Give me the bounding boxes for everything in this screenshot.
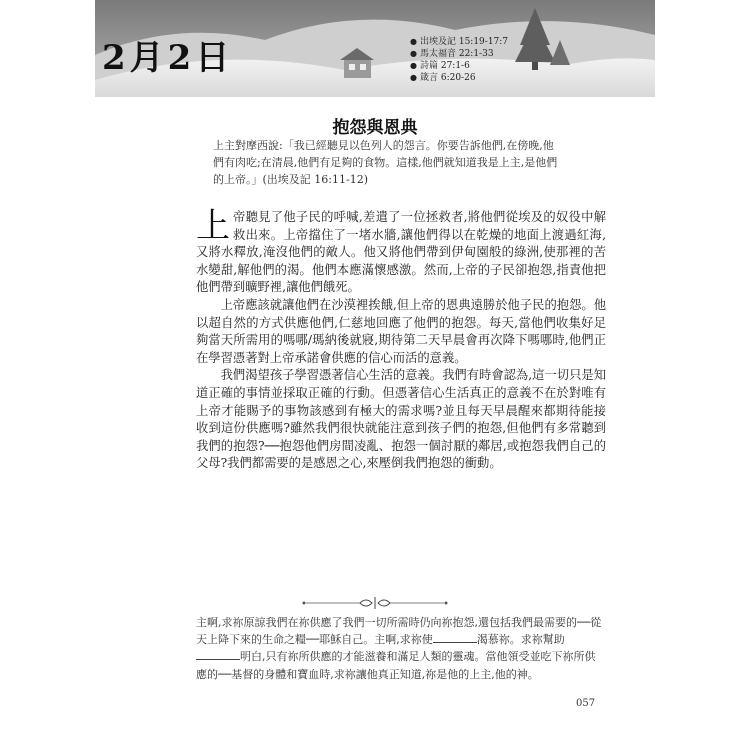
body-paragraph: 我們渴望孩子學習憑著信心生活的意義。我們有時會認為,這一切只是知道正確的事情並採取正確的行動。但憑著信心生活真正的意義不在於對唯有上帝才能賜予的事物該感到有極大的需求嗎?並且每天早晨醒來都期待能接收到這份供應嗎?雖然我們很快就能注意到孩子們的抱怨,但他們有多常聽到我們的抱怨?──抱怨他們房間凌亂、抱怨一個討厭的鄰居,或抱怨我們自己的父母?我們都需要的是感恩之心,來壓倒我們抱怨的衝動。 <box>196 368 606 471</box>
bullet-icon: ● <box>410 37 417 46</box>
reading-references <box>410 36 508 84</box>
reference-item: ● 出埃及記 15:19-17:7 <box>410 37 509 47</box>
name-blank-line <box>196 649 240 660</box>
reference-item: ● 詩篇 27:1-6 <box>410 61 470 71</box>
bullet-icon: ● <box>410 61 417 70</box>
body-paragraph: 上帝聽見了他子民的呼喊,差遣了一位拯救者,將他們從埃及的奴役中解救出來。上帝擋住了一堵水牆,讓他們得以在乾燥的地面上渡過紅海,又將水釋放,淹沒他們的敵人。他又將他們帶到伊甸園般的綠洲,使那裡的苦水變甜,解他們的渴。他們本應滿懷感激。然而,上帝的子民卻抱怨,指責他把他們帶到曠野裡,讓他們餓死。 <box>196 206 606 295</box>
bullet-icon: ● <box>410 49 417 58</box>
bullet-icon: ● <box>410 73 417 82</box>
reference-item: ● 馬太福音 22:1-33 <box>410 49 494 59</box>
flourish-divider-icon <box>302 597 448 609</box>
scripture-quote: 上主對摩西說:「我已經聽見以色列人的怨言。你要告訴他們,在傍晚,他們有肉吃;在清晨,他們有足夠的食物。這樣,他們就知道我是上主,是他們的上帝。」(出埃及記 16:11-12) <box>213 139 558 186</box>
name-blank-line <box>433 632 477 643</box>
body-paragraph: 上帝應該就讓他們在沙漠裡挨餓,但上帝的恩典遠勝於他子民的抱怨。他以超自然的方式供應他們,仁慈地回應了他們的抱怨。每天,當他們收集好足夠當天所需用的嗎哪/瑪納後就寢,期待第二天早晨會再次降下嗎哪時,他們正在學習憑著對上帝承諾會供應的信心而活的意義。 <box>196 297 606 365</box>
closing-prayer: 主啊,求祢原諒我們在祢供應了我們一切所需時仍向祢抱怨,還包括我們最需要的──從天上降下來的生命之糧──耶穌自己。主啊,求祢使 渴慕祢。求祢幫助明白,只有祢所供應的才能滋養和滿足人類的靈魂。當他領受並吃下祢所供應的──基督的身體和寶血時,求祢讓他真正知道,祢是他的上主,他的神。 <box>196 616 602 681</box>
reference-item: ● 箴言 6:20-26 <box>410 73 476 83</box>
page-date: 2月2日 <box>102 38 234 78</box>
devotion-body <box>196 206 606 473</box>
page-number: 057 <box>576 698 596 709</box>
devotion-title: 抱怨與恩典 <box>332 118 418 138</box>
drop-cap: 上 <box>196 206 230 246</box>
